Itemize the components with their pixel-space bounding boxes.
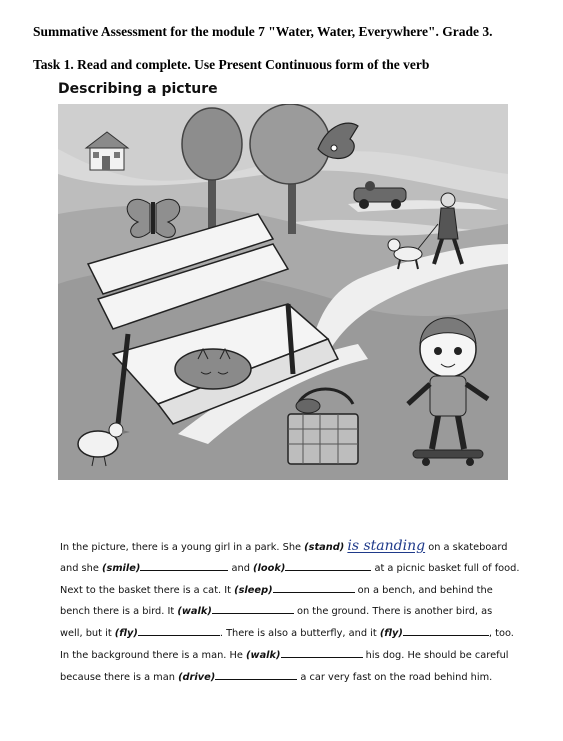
passage-text: on the ground. There is another bird, as: [293, 606, 493, 618]
passage-text: and she: [60, 562, 103, 574]
passage-text: a car very fast on the road behind him.: [297, 671, 493, 683]
passage: [60, 536, 530, 689]
passage-line: [60, 645, 530, 667]
answer-blank[interactable]: [140, 561, 228, 571]
passage-text: In the picture, there is a young girl in a park. She: [60, 542, 305, 553]
example-answer: is standing: [347, 538, 426, 554]
passage-text: Next to the basket there is a cat. It: [60, 584, 235, 596]
passage-text: well, but it: [60, 628, 115, 640]
verb-cue: (fly): [379, 628, 403, 640]
answer-blank[interactable]: [138, 626, 220, 636]
passage-text: . There is also a butterfly, and it: [219, 628, 380, 640]
answer-blank[interactable]: [212, 604, 294, 614]
passage-text: , too.: [488, 628, 514, 640]
passage-line: [60, 601, 530, 623]
section-title: Describing a picture: [58, 81, 218, 97]
verb-cue: (fly): [114, 628, 138, 640]
passage-line: [60, 667, 530, 689]
verb-cue: (walk): [246, 649, 281, 661]
passage-line: [60, 536, 530, 558]
butterfly-icon: [127, 199, 179, 237]
verb-cue: (walk): [177, 606, 212, 618]
passage-text: at a picnic basket full of food.: [371, 562, 520, 574]
passage-text: bench there is a bird. It: [60, 606, 178, 618]
passage-line: [60, 558, 530, 580]
assessment-title: Summative Assessment for the module 7 "Water, Water, Everywhere". Grade 3.: [33, 24, 493, 39]
answer-blank[interactable]: [285, 561, 371, 571]
verb-cue: (drive): [178, 671, 216, 683]
verb-cue: (sleep): [234, 584, 273, 596]
passage-text: his dog. He should be careful: [362, 649, 509, 661]
verb-cue: (stand): [304, 542, 345, 553]
task-instruction: Task 1. Read and complete. Use Present Continuous form of the verb: [33, 57, 430, 72]
passage-text: and: [228, 562, 254, 574]
verb-cue: (look): [253, 562, 286, 574]
passage-text: on a skateboard: [425, 542, 508, 553]
answer-blank[interactable]: [403, 626, 489, 636]
passage-text: In the background there is a man. He: [60, 649, 247, 661]
passage-text: because there is a man: [60, 671, 179, 683]
answer-blank[interactable]: [215, 670, 297, 680]
passage-line: [60, 580, 530, 602]
passage-line: [60, 623, 530, 645]
verb-cue: (smile): [102, 562, 141, 574]
answer-blank[interactable]: [273, 583, 355, 593]
passage-text: on a bench, and behind the: [354, 584, 493, 596]
cat-icon: [175, 349, 251, 389]
park-illustration: [58, 104, 508, 480]
answer-blank[interactable]: [281, 648, 363, 658]
